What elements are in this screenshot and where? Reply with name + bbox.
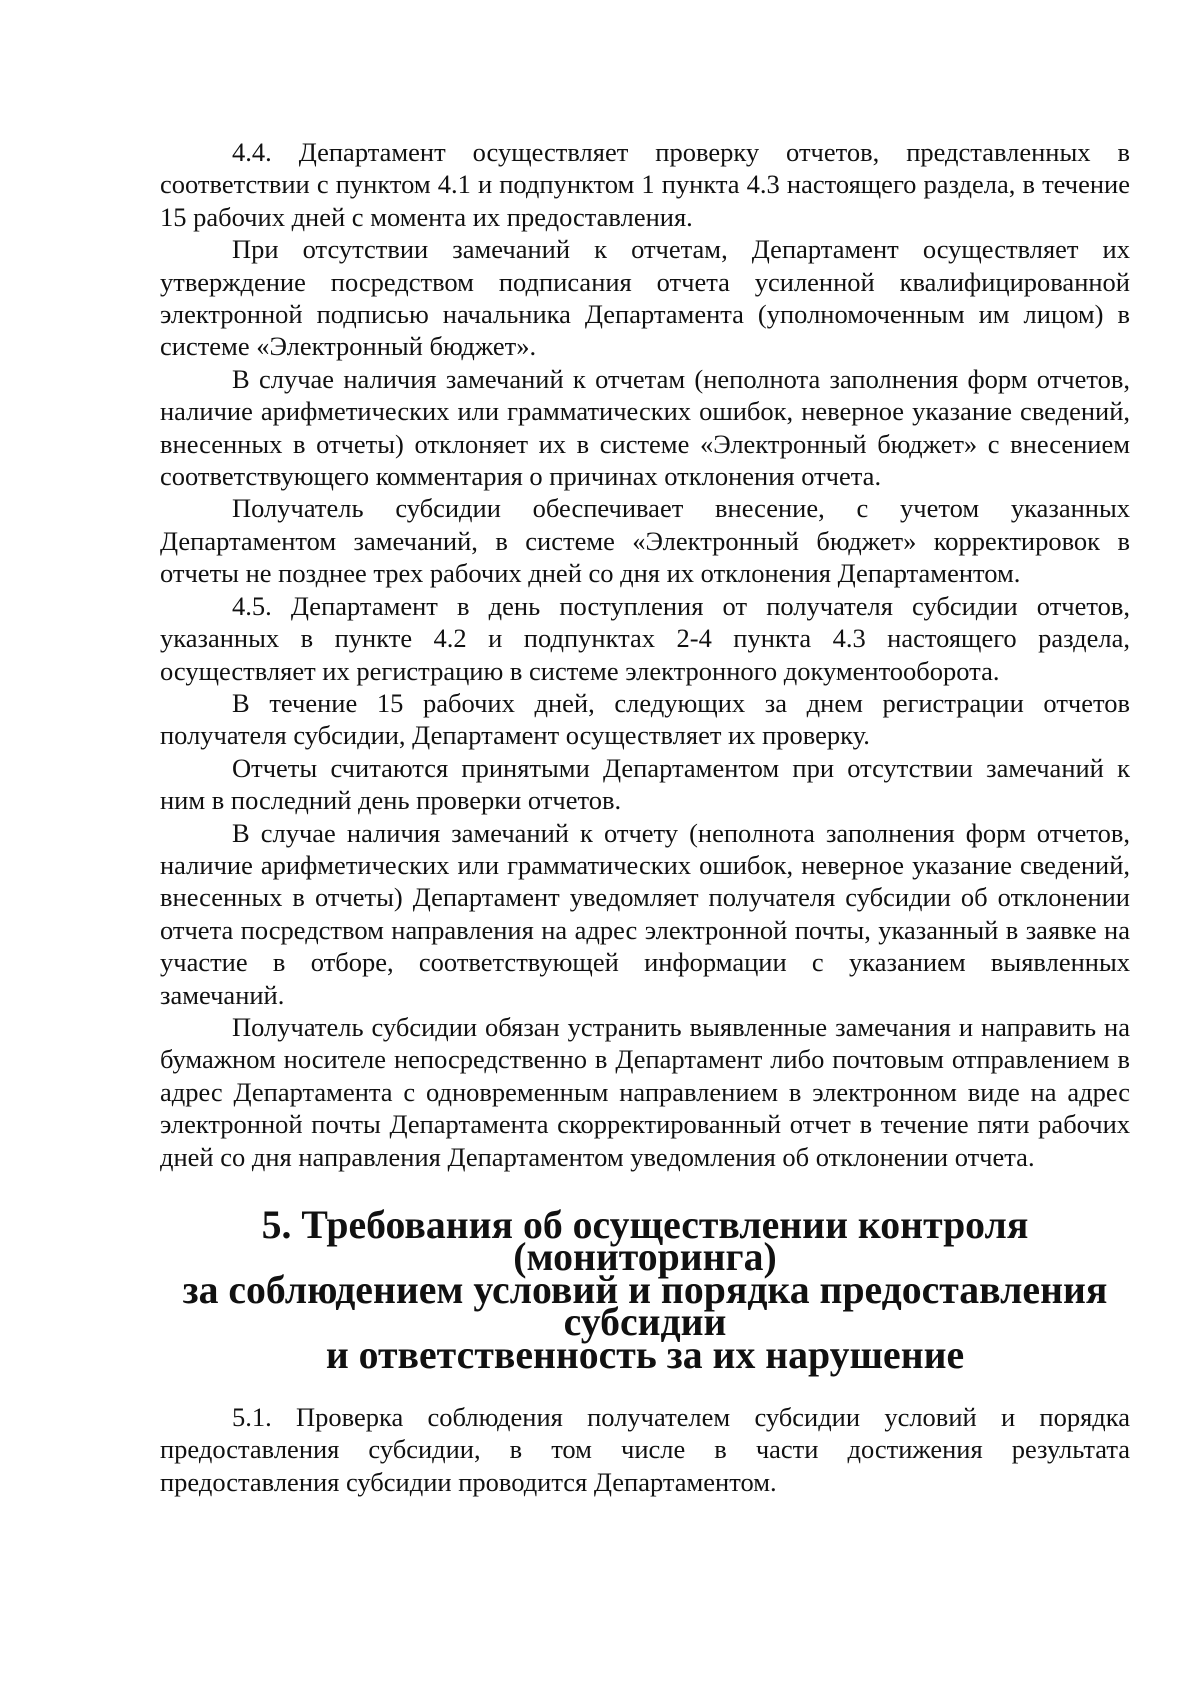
paragraph-5-1: 5.1. Проверка соблюдения получателем субсидии условий и порядка предоставления субсидии, в том числе в части достижения результата предоставления субсидии проводится Департаментом. — [160, 1402, 1130, 1497]
section-5-heading-line: и ответственность за их нарушение — [325, 1332, 965, 1377]
paragraph-approval: При отсутствии замечаний к отчетам, Департамент осуществляет их утверждение посредством подписания отчета усиленной квалифицированной электронной подписью начальника Департамента (уполномоченным им лицом) в системе «Электронный бюджет». — [160, 234, 1130, 362]
section-5-heading-line: за соблюдением условий и порядка предоставления субсидии — [182, 1267, 1108, 1345]
section-5-heading-line: 5. Требования об осуществлении контроля (мониторинга) — [261, 1203, 1029, 1280]
paragraph-notification: В случае наличия замечаний к отчету (неполнота заполнения форм отчетов, наличие арифметических или грамматических ошибок, неверное указание сведений, внесенных в отчеты) Департамент уведомляет получателя субсидии об отклонении отчета посредством направления на адрес электронной почты, указанный в заявке на участие в отборе, соответствующей информации с указанием выявленных замечаний. — [160, 817, 1130, 1010]
paragraph-resubmission: Получатель субсидии обязан устранить выявленные замечания и направить на бумажном носителе непосредственно в Департамент либо почтовым отправлением в адрес Департамента с одновременным направлением в электронном виде на адрес электронной почты Департамента скорректированный отчет в течение пяти рабочих дней со дня направления Департаментом уведомления об отклонении отчета. — [160, 1011, 1130, 1172]
paragraph-rejection: В случае наличия замечаний к отчетам (неполнота заполнения форм отчетов, наличие арифметических или грамматических ошибок, неверное указание сведений, внесенных в отчеты) отклоняет их в системе «Электронный бюджет» с внесением соответствующего комментария о причинах отклонения отчета. — [160, 363, 1130, 492]
paragraph-review-period: В течение 15 рабочих дней, следующих за днем регистрации отчетов получателя субсидии, Департамент осуществляет их проверку. — [160, 687, 1130, 751]
paragraph-acceptance: Отчеты считаются принятыми Департаментом при отсутствии замечаний к ним в последний день проверки отчетов. — [160, 752, 1130, 816]
paragraph-4-5: 4.5. Департамент в день поступления от получателя субсидии отчетов, указанных в пункте 4.2 и подпунктах 2-4 пункта 4.3 настоящего раздела, осуществляет их регистрацию в системе электронного документооборота. — [160, 590, 1130, 686]
paragraph-corrections: Получатель субсидии обеспечивает внесение, с учетом указанных Департаментом замечаний, в системе «Электронный бюджет» корректировок в отчеты не позднее трех рабочих дней со дня их отклонения Департаментом. — [160, 493, 1130, 589]
section-5-heading — [160, 1203, 1130, 1377]
paragraph-4-4: 4.4. Департамент осуществляет проверку отчетов, представленных в соответствии с пунктом 4.1 и подпунктом 1 пункта 4.3 настоящего раздела, в течение 15 рабочих дней с момента их предоставления. — [160, 137, 1130, 232]
document-page — [160, 136, 1130, 1498]
